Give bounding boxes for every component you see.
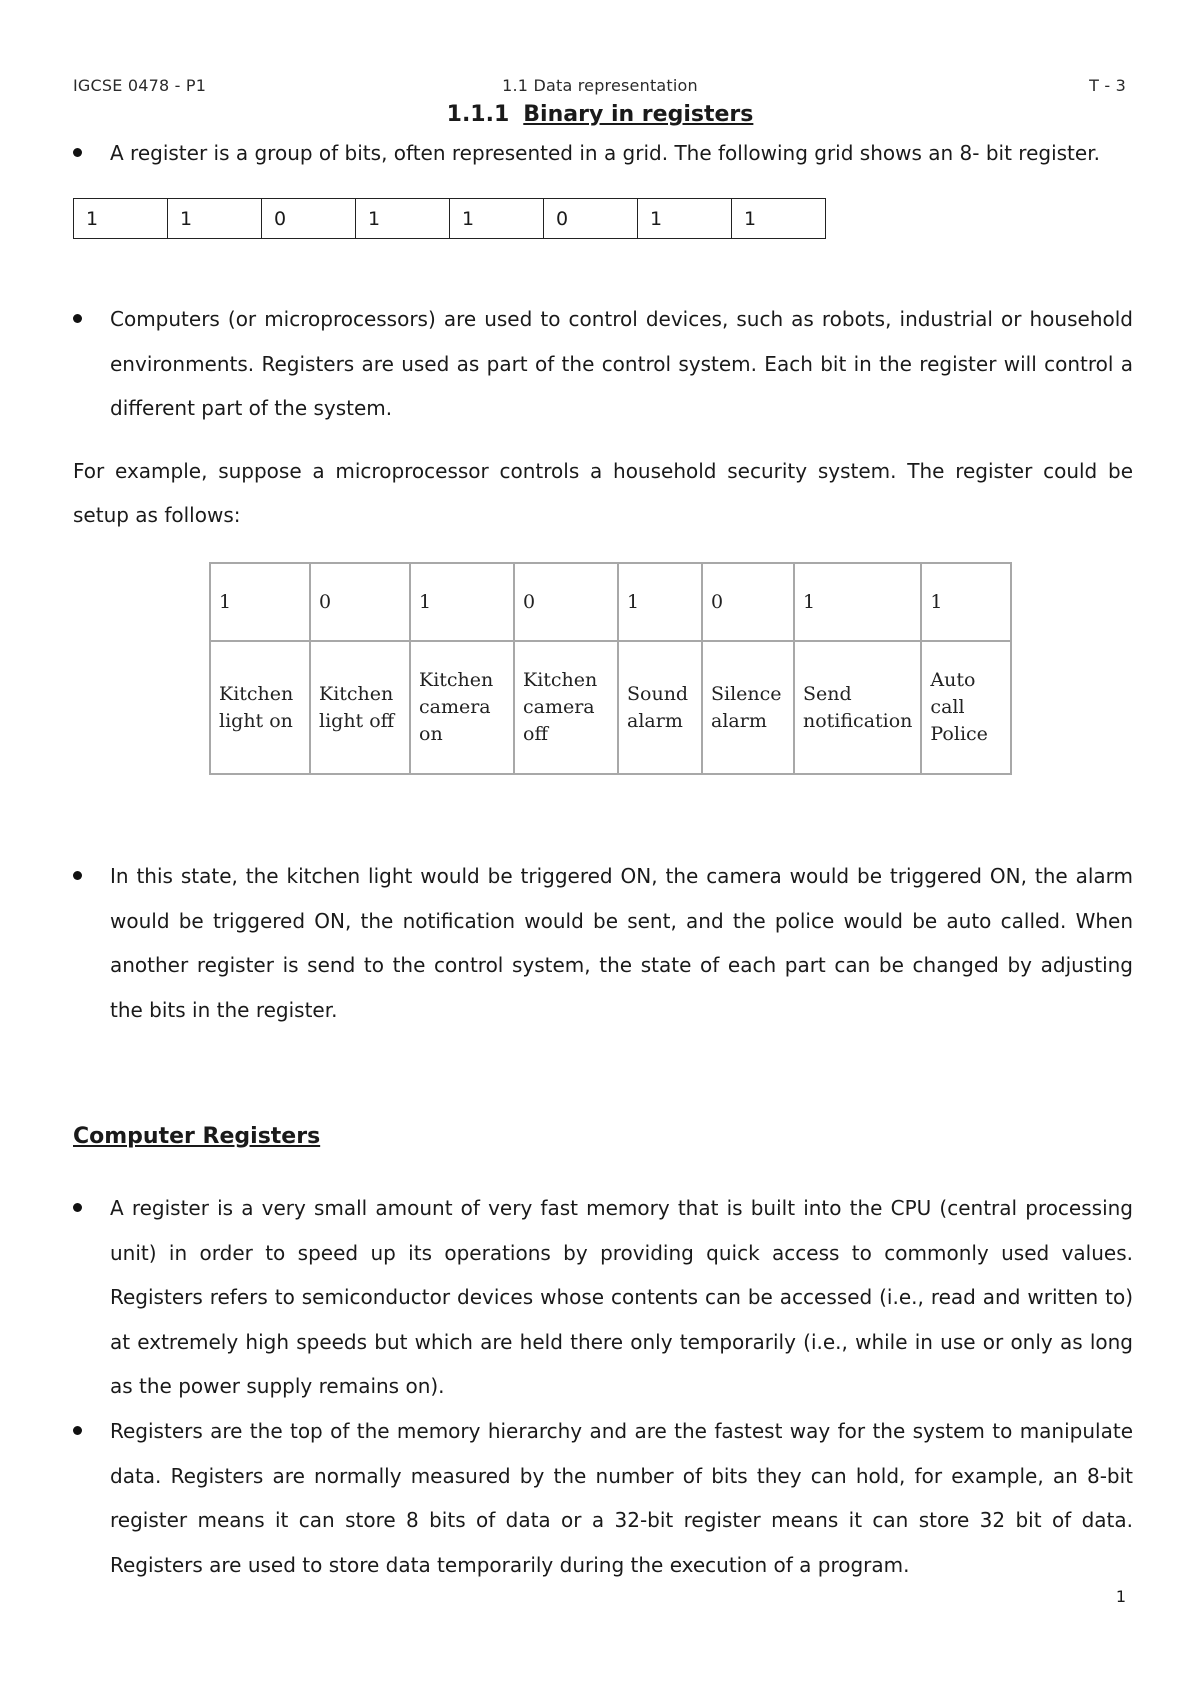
security-label: Silence alarm	[702, 641, 794, 774]
security-bit: 0	[514, 563, 618, 641]
security-label: Kitchen camera on	[410, 641, 514, 774]
bullet-icon	[73, 1203, 82, 1212]
title-number: 1.1.1	[446, 102, 510, 127]
security-label: Kitchen light off	[310, 641, 410, 774]
register-bit: 1	[732, 199, 826, 239]
register-grid-row	[74, 199, 826, 239]
bullet-text: In this state, the kitchen light would be triggered ON, the camera would be triggered ON, the alarm would be triggered ON, the notification would be sent, and the police would be auto called. When another register is send to the control system, the state of each part can be changed by adjusting the bits in the register.	[110, 864, 1133, 1022]
register-bit: 1	[638, 199, 732, 239]
register-bit: 0	[262, 199, 356, 239]
page-title	[0, 102, 1200, 127]
security-bit: 0	[702, 563, 794, 641]
bullet-control-devices	[73, 297, 1133, 431]
bullet-icon	[73, 1426, 82, 1435]
register-bit: 0	[544, 199, 638, 239]
bullet-icon	[73, 871, 82, 880]
security-labels-row	[210, 641, 1011, 774]
security-bits-row	[210, 563, 1011, 641]
register-bit: 1	[356, 199, 450, 239]
bullet-memory-hierarchy	[73, 1409, 1133, 1587]
bullet-register-memory	[73, 1186, 1133, 1409]
bullet-icon	[73, 314, 82, 323]
title-text: Binary in registers	[523, 102, 754, 127]
security-bit: 1	[210, 563, 310, 641]
security-label: Kitchen light on	[210, 641, 310, 774]
example-paragraph: For example, suppose a microprocessor controls a household security system. The register could be setup as follows:	[73, 459, 1133, 527]
bullet-text: A register is a very small amount of very fast memory that is built into the CPU (central processing unit) in order to speed up its operations by providing quick access to commonly used values. Registers refers to semiconductor devices whose contents can be accessed (i.e., read and written to) at extremely high speeds but which are held there only temporarily (i.e., while in use or only as long as the power supply remains on).	[110, 1196, 1133, 1398]
security-bit: 1	[618, 563, 702, 641]
bullet-icon	[73, 148, 82, 157]
section-title: Computer Registers	[73, 1124, 321, 1149]
page-number: 1	[1115, 1587, 1126, 1606]
security-label: Send notification	[794, 641, 921, 774]
security-bit: 1	[921, 563, 1011, 641]
header-right: T - 3	[1089, 76, 1126, 95]
bullet-text: Registers are the top of the memory hierarchy and are the fastest way for the system to manipulate data. Registers are normally measured by the number of bits they can hold, for example, an 8-bit register means it can store 8 bits of data or a 32-bit register means it can store 32 bit of data. Registers are used to store data temporarily during the execution of a program.	[110, 1419, 1133, 1577]
register-bit: 1	[168, 199, 262, 239]
security-bit: 0	[310, 563, 410, 641]
security-label: Sound alarm	[618, 641, 702, 774]
security-bit: 1	[410, 563, 514, 641]
register-bit: 1	[450, 199, 544, 239]
bullet-register-definition	[73, 131, 1133, 176]
register-bit: 1	[74, 199, 168, 239]
header-center: 1.1 Data representation	[502, 76, 698, 95]
bullet-text: A register is a group of bits, often represented in a grid. The following grid shows an 8- bit register.	[110, 141, 1100, 165]
bullet-state-explanation	[73, 854, 1133, 1032]
header-left: IGCSE 0478 - P1	[73, 76, 207, 95]
security-label: Kitchen camera off	[514, 641, 618, 774]
register-grid	[73, 198, 826, 239]
bullet-text: Computers (or microprocessors) are used to control devices, such as robots, industrial or household environments. Registers are used as part of the control system. Each bit in the register will control a different part of the system.	[110, 307, 1133, 420]
security-register-table	[209, 562, 1012, 775]
security-label: Auto call Police	[921, 641, 1011, 774]
security-bit: 1	[794, 563, 921, 641]
